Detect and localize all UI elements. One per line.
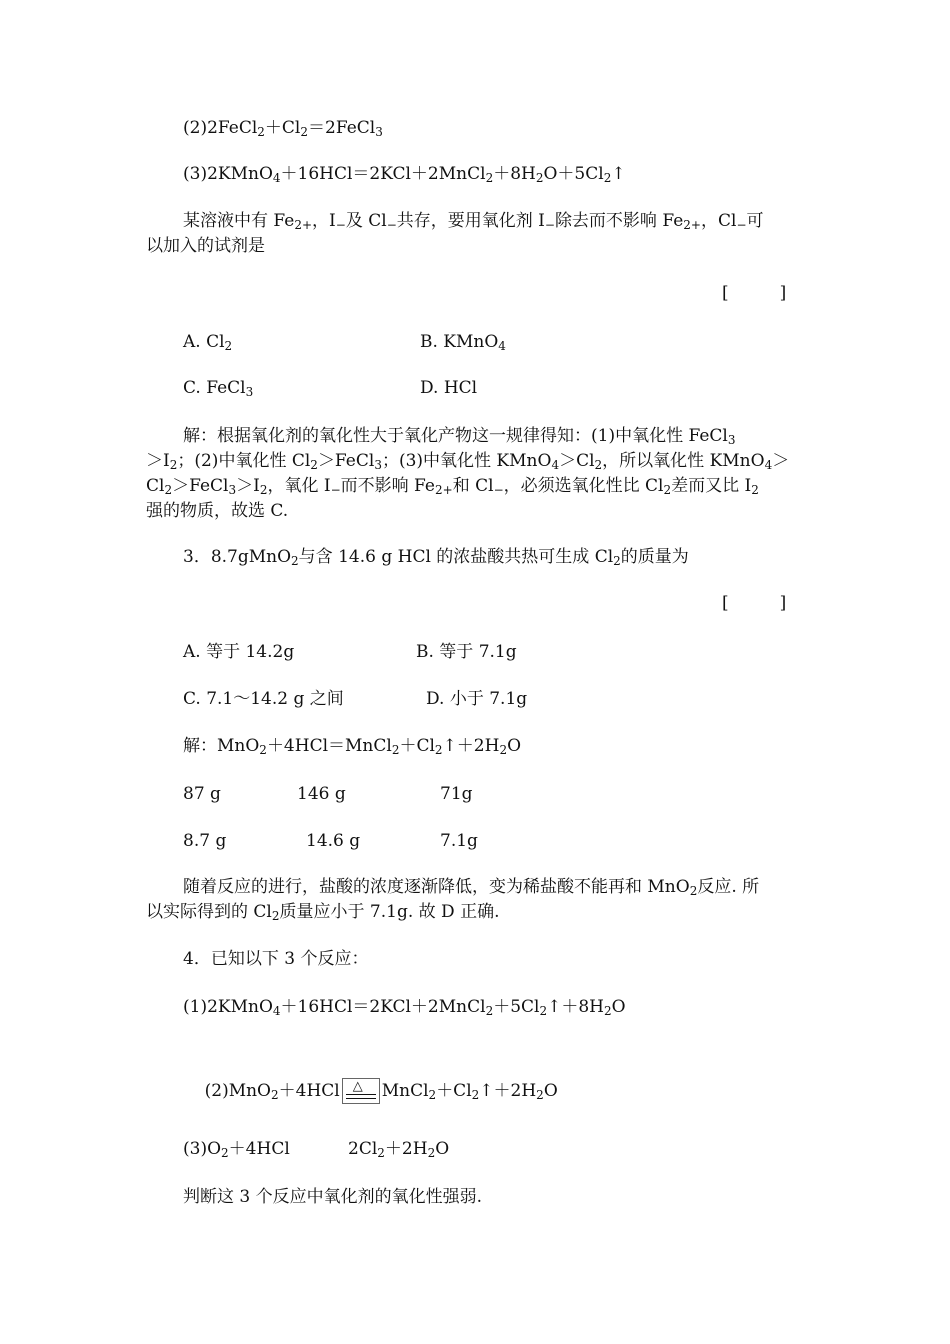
question-2-line-1 (183, 213, 764, 230)
text-segment: 可 (746, 211, 764, 231)
text-segment: ＋16HCl＝2KCl＋2MnCl (280, 164, 486, 184)
option-b (420, 334, 506, 351)
answer-bracket-2: [ ] (722, 593, 787, 613)
option-d: D. HCl (420, 378, 478, 398)
subscript: 2 (594, 458, 603, 472)
text-segment: C. FeCl (183, 378, 246, 398)
text-segment: ＋Cl (399, 736, 435, 756)
text-segment: Cl (146, 476, 165, 496)
solution-3-row-2-c: 7.1g (440, 831, 478, 851)
subscript: 2 (271, 1088, 279, 1102)
text-segment: 以实际得到的 Cl (146, 902, 272, 922)
subscript: 3 (228, 483, 237, 497)
subscript: 2 (271, 909, 280, 923)
solution-2-line-4: 强的物质，故选 C. (146, 501, 289, 521)
text-segment: 3．8.7gMnO (183, 547, 292, 567)
text-segment: ＞ (772, 451, 790, 471)
text-segment: O (507, 736, 522, 756)
subscript: 3 (374, 458, 382, 472)
text-segment: (3)O (183, 1139, 222, 1159)
text-segment: ＞FeCl (317, 451, 375, 471)
text-segment: (2)MnO (204, 1081, 271, 1101)
subscript: − (493, 483, 504, 497)
solution-2-line-1 (183, 428, 736, 445)
subscript: 2 (310, 458, 318, 472)
subscript: 4 (551, 458, 560, 472)
text-segment: ↑＋2H (442, 736, 500, 756)
subscript: 2+ (294, 218, 313, 232)
solution-3-line-2 (146, 904, 499, 921)
text-segment: ，氧化 I (267, 476, 331, 496)
text-segment: ＋4HCl (278, 1081, 340, 1101)
answer-bracket: [ ] (722, 283, 787, 303)
text-segment: ＋4HCl (228, 1139, 290, 1159)
subscript: 3 (245, 385, 254, 399)
text-segment: ＋16HCl＝2KCl＋2MnCl (280, 997, 486, 1017)
text-segment: ，I (312, 211, 336, 231)
text-segment: 2Cl (348, 1139, 378, 1159)
reaction-1 (183, 999, 626, 1016)
text-segment: O＋5Cl (543, 164, 604, 184)
q3-option-d: D. 小于 7.1g (426, 689, 528, 709)
subscript: 2+ (683, 218, 701, 232)
equation-2 (183, 120, 383, 137)
subscript: 2 (259, 743, 267, 757)
text-segment: 与含 14.6 g HCl 的浓盐酸共热可生成 Cl (298, 547, 614, 567)
text-segment: ＋Cl (264, 118, 301, 138)
text-segment: 和 Cl (452, 476, 494, 496)
solution-3-row-1-a: 87 g (183, 784, 221, 804)
text-segment: 的质量为 (620, 547, 689, 567)
subscript: 2 (535, 171, 544, 185)
text-segment: 除去而不影响 Fe (554, 211, 684, 231)
text-segment: 而不影响 Fe (340, 476, 435, 496)
text-segment: ＞I (146, 451, 170, 471)
question-4-prompt: 判断这 3 个反应中氧化剂的氧化性强弱. (183, 1187, 483, 1207)
subscript: − (736, 218, 747, 232)
text-segment: ＞Cl (559, 451, 595, 471)
text-segment: ＋8H (493, 164, 536, 184)
equation-3 (183, 166, 626, 183)
text-segment: ，所以氧化性 KMnO (602, 451, 765, 471)
heat-condition-icon (342, 1078, 380, 1104)
subscript: 2 (291, 554, 299, 568)
subscript: 2 (751, 483, 759, 497)
subscript: 2 (377, 1146, 385, 1160)
option-a (183, 334, 232, 351)
reaction-2-left (205, 1081, 340, 1101)
subscript: − (330, 483, 341, 497)
solution-2-line-3 (146, 478, 759, 495)
subscript: 2 (221, 1146, 229, 1160)
text-segment: 解：MnO (183, 736, 260, 756)
text-segment: ↑＋8H (547, 997, 604, 1017)
subscript: 2 (259, 483, 268, 497)
text-segment: O (435, 1139, 450, 1159)
solution-3-row-2-b: 14.6 g (306, 831, 361, 851)
subscript: 2 (604, 1004, 612, 1018)
text-segment: 随着反应的进行，盐酸的浓度逐渐降低，变为稀盐酸不能再和 MnO (183, 877, 690, 897)
text-segment: A. Cl (183, 332, 225, 352)
subscript: 2 (499, 743, 508, 757)
text-segment: B. KMnO (420, 332, 499, 352)
text-segment: ＋Cl (436, 1081, 472, 1101)
solution-3-row-2-a: 8.7 g (183, 831, 227, 851)
subscript: 3 (727, 433, 736, 447)
option-c (183, 380, 253, 397)
q3-option-b: B. 等于 7.1g (416, 642, 517, 662)
subscript: 2 (689, 884, 698, 898)
solution-3-equation (183, 738, 521, 755)
subscript: 2 (471, 1088, 480, 1102)
text-segment: 某溶液中有 Fe (183, 211, 295, 231)
text-segment: ＋4HCl＝MnCl (266, 736, 392, 756)
text-segment: 共存，要用氧化剂 I (396, 211, 545, 231)
question-3 (183, 549, 689, 566)
subscript: 2 (427, 1146, 436, 1160)
subscript: 2 (300, 125, 309, 139)
subscript: 3 (375, 125, 383, 139)
subscript: 2 (434, 743, 443, 757)
subscript: − (544, 218, 555, 232)
text-segment: 及 Cl (345, 211, 387, 231)
text-segment: 反应. 所 (697, 877, 760, 897)
text-segment: (2)2FeCl (183, 118, 258, 138)
heat-triangle-icon: △ (352, 1079, 363, 1094)
subscript: 4 (764, 458, 773, 472)
subscript: 2 (613, 554, 621, 568)
text-segment: (1)2KMnO (183, 997, 273, 1017)
text-segment: ↑ (611, 164, 626, 184)
solution-3-line-1 (183, 879, 759, 896)
reaction-3-left (183, 1141, 290, 1158)
subscript: 2 (485, 1004, 494, 1018)
subscript: 4 (498, 339, 506, 353)
text-segment: O (611, 997, 626, 1017)
reaction-2 (183, 1061, 558, 1121)
subscript: 2 (603, 171, 612, 185)
subscript: 2 (536, 1088, 544, 1102)
subscript: 4 (272, 1004, 281, 1018)
text-segment: ＞I (236, 476, 260, 496)
q3-option-c: C. 7.1～14.2 g 之间 (183, 689, 344, 709)
subscript: 2+ (435, 483, 453, 497)
text-segment: ，Cl (700, 211, 737, 231)
subscript: 2 (169, 458, 178, 472)
subscript: 4 (272, 171, 281, 185)
text-segment: ，必须选氧化性比 Cl (503, 476, 664, 496)
solution-3-row-1-c: 71g (440, 784, 473, 804)
question-2-line-2: 以加入的试剂是 (146, 236, 265, 256)
text-segment: ；(3)中氧化性 KMnO (381, 451, 552, 471)
solution-2-line-2 (146, 453, 789, 470)
subscript: 2 (663, 483, 672, 497)
subscript: 2 (485, 171, 494, 185)
subscript: 2 (224, 339, 233, 353)
question-4: 4．已知以下 3 个反应： (183, 949, 369, 969)
subscript: 2 (539, 1004, 548, 1018)
text-segment: ＋5Cl (493, 997, 540, 1017)
subscript: 2 (428, 1088, 437, 1102)
text-segment: 质量应小于 7.1g. 故 D 正确. (279, 902, 500, 922)
subscript: 2 (164, 483, 173, 497)
text-segment: 解：根据氧化剂的氧化性大于氧化产物这一规律得知：(1)中氧化性 FeCl (183, 426, 728, 446)
text-segment: (3)2KMnO (183, 164, 273, 184)
text-segment: 差而又比 I (671, 476, 752, 496)
text-segment: ；(2)中氧化性 Cl (177, 451, 311, 471)
text-segment: ＞FeCl (172, 476, 229, 496)
text-segment: ↑＋2H (479, 1081, 537, 1101)
subscript: − (386, 218, 397, 232)
subscript: 2 (257, 125, 265, 139)
reaction-3-right (348, 1141, 449, 1158)
q3-option-a: A. 等于 14.2g (183, 642, 295, 662)
solution-3-row-1-b: 146 g (297, 784, 346, 804)
subscript: 2 (391, 743, 400, 757)
text-segment: MnCl (381, 1081, 429, 1101)
text-segment: O (543, 1081, 558, 1101)
reaction-2-right (382, 1081, 558, 1101)
text-segment: ＋2H (384, 1139, 428, 1159)
subscript: − (335, 218, 346, 232)
text-segment: ＝2FeCl (308, 118, 376, 138)
